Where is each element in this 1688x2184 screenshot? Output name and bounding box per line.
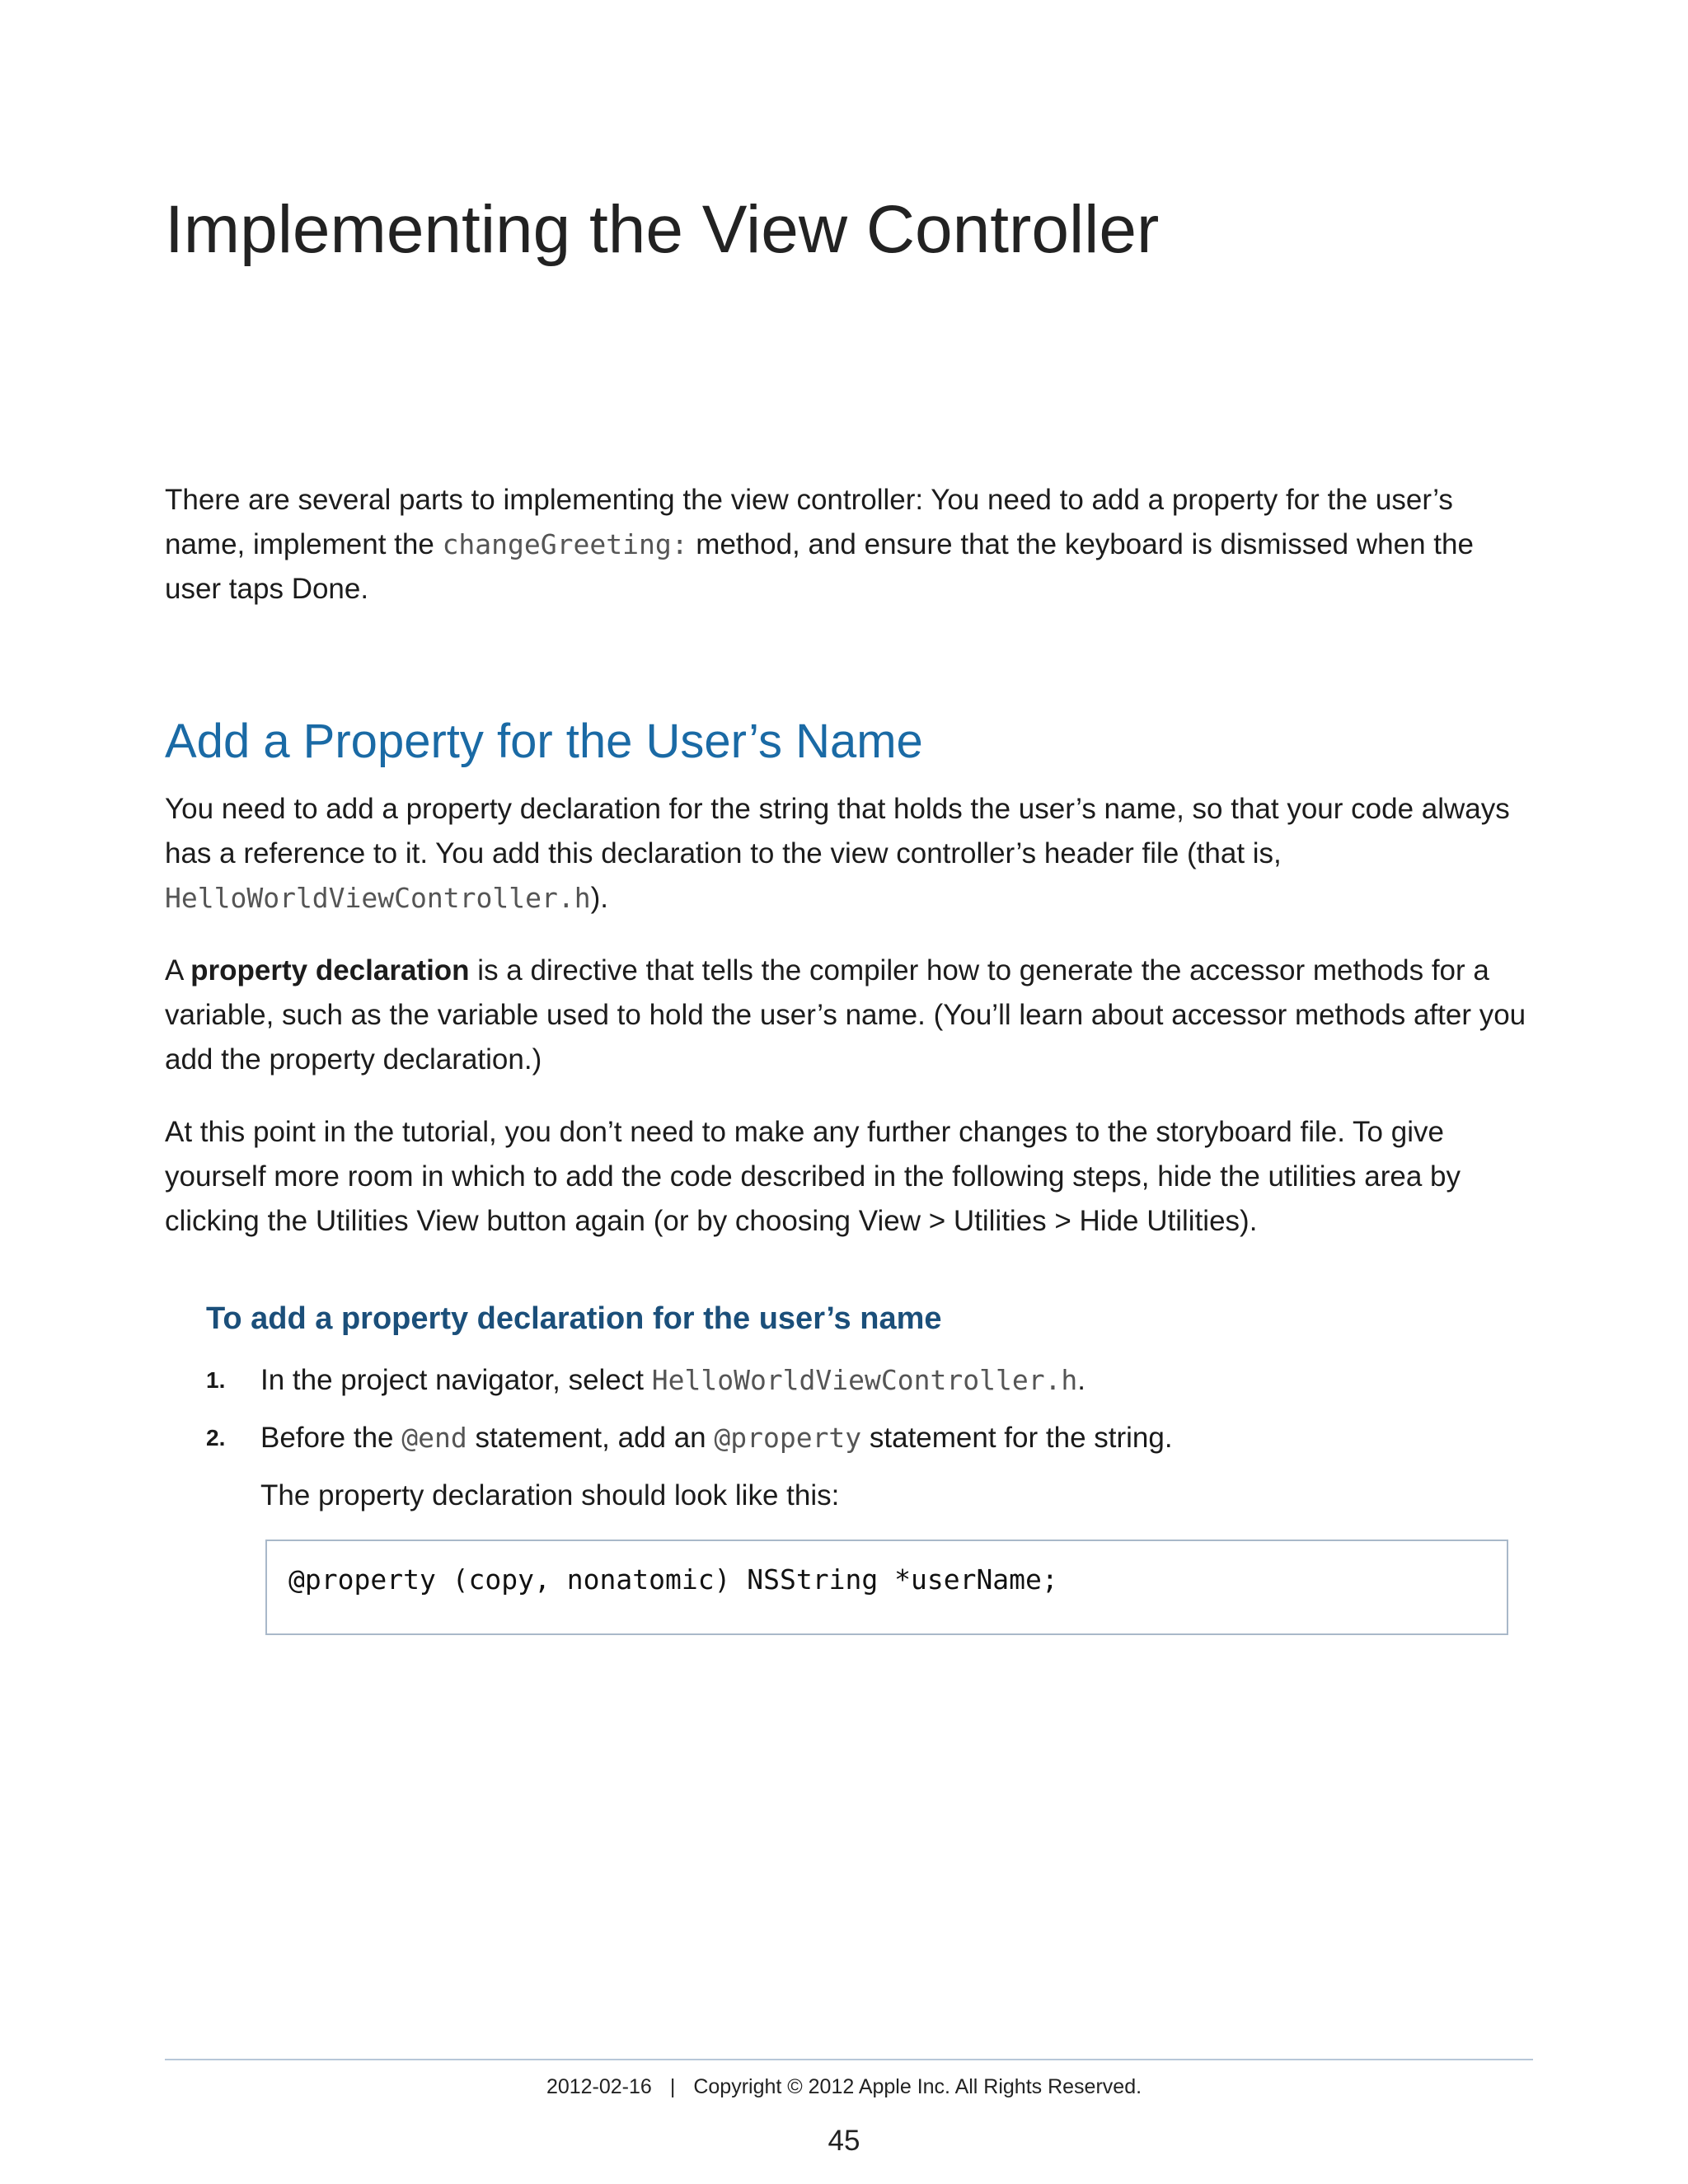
section-paragraph-1 <box>165 787 1533 921</box>
step-text-a: In the project navigator, select <box>260 1364 652 1396</box>
inline-code-property: @property <box>714 1422 862 1454</box>
section-title: Add a Property for the User’s Name <box>165 715 923 768</box>
footer-date: 2012-02-16 <box>546 2075 652 2098</box>
footer-copyright: Copyright © 2012 Apple Inc. All Rights Reserved. <box>693 2075 1142 2098</box>
step-text-a: Before the <box>260 1422 402 1454</box>
step-text-c: statement for the string. <box>861 1422 1173 1454</box>
footer <box>0 2075 1688 2099</box>
term-property-declaration: property declaration <box>190 954 470 987</box>
section-p2-text-a: A <box>165 954 191 987</box>
section-p1-text-a: You need to add a property declaration for the string that holds the user’s name, so that your code always has a reference to it. You add this declaration to the view controller’s header file (that is, <box>165 793 1510 869</box>
footer-divider <box>165 2059 1533 2060</box>
step-text-b: statement, add an <box>467 1422 715 1454</box>
step-number: 2. <box>206 1425 226 1451</box>
step-item <box>206 1358 1533 1403</box>
intro-text-a: There are several parts to implementing the view controller: You need to add a property for the user’s name, implement the <box>165 484 1453 560</box>
inline-code-header-file: HelloWorldViewController.h <box>651 1364 1078 1396</box>
section-p2-text-b: is a directive that tells the compiler how to generate the accessor methods for a variable, such as the variable used to hold the user’s name. (You’ll learn about accessor methods after you add the property declaration.) <box>165 954 1526 1076</box>
section-paragraph-3: At this point in the tutorial, you don’t need to make any further changes to the storyboard file. To give yourself more room in which to add the code described in the following steps, hide the utilities area by clicking the Utilities View button again (or by choosing View > Utilities > Hide Utilities). <box>165 1116 1461 1237</box>
code-sample: @property (copy, nonatomic) NSString *userName; <box>288 1563 1058 1596</box>
intro-paragraph <box>165 478 1533 612</box>
task-title: To add a property declaration for the user’s name <box>206 1301 942 1336</box>
step-item <box>206 1416 1533 1460</box>
page-number: 45 <box>828 2125 860 2157</box>
section-paragraph-2 <box>165 949 1533 1082</box>
inline-code-change-greeting: changeGreeting: <box>442 528 688 560</box>
task-steps <box>206 1358 1533 1460</box>
section-p1-text-b: ). <box>590 882 608 914</box>
main-content <box>165 478 1533 1635</box>
intro-text-b: method, and ensure that the keyboard is dismissed when the user taps Done. <box>165 528 1474 605</box>
step-note: The property declaration should look like this: <box>260 1479 840 1511</box>
code-listing <box>265 1540 1508 1635</box>
inline-code-end: @end <box>401 1422 467 1454</box>
step-number: 1. <box>206 1367 226 1393</box>
inline-code-header-file: HelloWorldViewController.h <box>165 882 591 914</box>
chapter-title: Implementing the View Controller <box>165 192 1160 267</box>
step-text-b: . <box>1077 1364 1086 1396</box>
footer-separator: | <box>669 2075 676 2098</box>
